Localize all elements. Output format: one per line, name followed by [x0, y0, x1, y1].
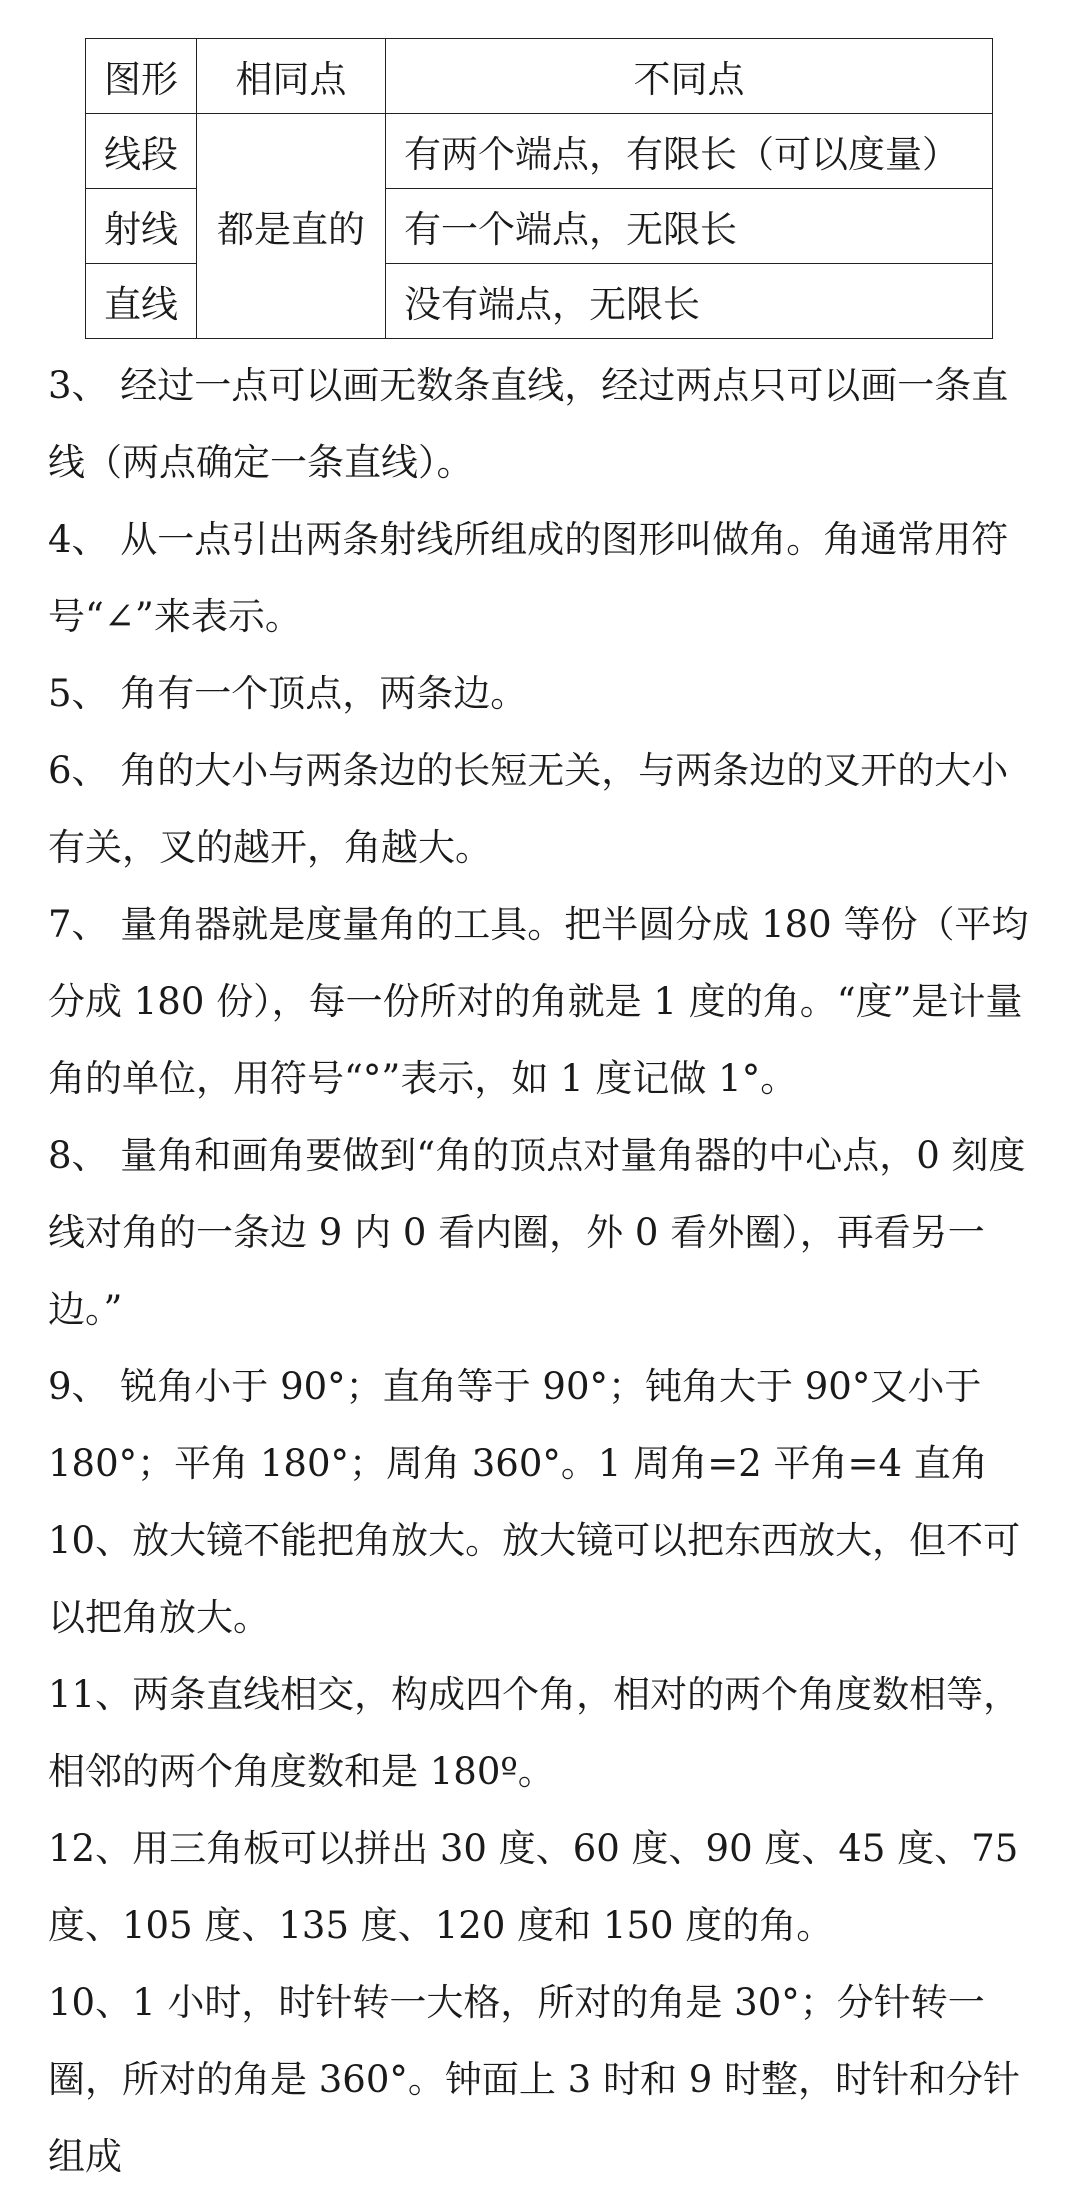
list-item: [48, 1656, 1038, 1810]
list-item: [48, 347, 1038, 501]
item-number: 12、: [48, 1827, 133, 1870]
item-text: 用三角板可以拼出 30 度、60 度、90 度、45 度、75 度、105 度、135 度、120 度和 150 度的角。: [48, 1827, 1019, 1947]
header-diff: 不同点: [386, 39, 993, 114]
list-item: [48, 1502, 1038, 1656]
item-number: 10、: [48, 1519, 133, 1562]
list-item: [48, 732, 1038, 886]
table-header-row: [86, 39, 993, 114]
item-text: 放大镜不能把角放大。放大镜可以把东西放大，但不可以把角放大。: [48, 1519, 1021, 1639]
header-same: 相同点: [197, 39, 386, 114]
row-diff: 没有端点，无限长: [386, 264, 993, 339]
row-shape: 线段: [86, 114, 197, 189]
item-number: 10、: [48, 1981, 133, 2024]
item-text: 锐角小于 90°；直角等于 90°；钝角大于 90°又小于 180°；平角 180°；周角 360°。1 周角=2 平角=4 直角: [48, 1365, 988, 1485]
list-item: [48, 1964, 1038, 2195]
list-item: [48, 655, 1038, 732]
list-item: [48, 1117, 1038, 1348]
item-number: 11、: [48, 1673, 133, 1716]
list-item: [48, 501, 1038, 655]
item-text: 经过一点可以画无数条直线，经过两点只可以画一条直线（两点确定一条直线）。: [48, 364, 1009, 484]
list-item: [48, 886, 1038, 1117]
header-shape: 图形: [86, 39, 197, 114]
row-diff: 有两个端点，有限长（可以度量）: [386, 114, 993, 189]
item-text: 角有一个顶点，两条边。: [108, 672, 528, 715]
item-text: 量角和画角要做到“角的顶点对量角器的中心点，0 刻度线对角的一条边 9 内 0 看内圈，外 0 看外圈），再看另一边。”: [48, 1134, 1026, 1331]
item-text: 量角器就是度量角的工具。把半圆分成 180 等份（平均分成 180 份），每一份所对的角就是 1 度的角。“度”是计量角的单位，用符号“°”表示，如 1 度记做 1°。: [48, 903, 1029, 1100]
shared-same-cell: 都是直的: [197, 114, 386, 339]
list-item: [48, 1348, 1038, 1502]
row-diff: 有一个端点，无限长: [386, 189, 993, 264]
item-number: 8、: [48, 1134, 109, 1177]
list-item: [48, 1810, 1038, 1964]
item-number: 9、: [48, 1365, 109, 1408]
item-text: 两条直线相交，构成四个角，相对的两个角度数相等，相邻的两个角度数和是 180º。: [48, 1673, 1021, 1793]
item-number: 4、: [48, 518, 109, 561]
row-shape: 直线: [86, 264, 197, 339]
row-shape: 射线: [86, 189, 197, 264]
numbered-list: [48, 347, 1038, 2195]
table-row: [86, 114, 993, 189]
item-text: 1 小时，时针转一大格，所对的角是 30°；分针转一圈，所对的角是 360°。钟面上 3 时和 9 时整，时针和分针组成: [48, 1981, 1021, 2178]
item-text: 角的大小与两条边的长短无关，与两条边的叉开的大小有关，叉的越开，角越大。: [48, 749, 1009, 869]
item-number: 5、: [48, 672, 109, 715]
comparison-table: [85, 38, 993, 339]
item-text: 从一点引出两条射线所组成的图形叫做角。角通常用符号“∠”来表示。: [48, 518, 1009, 638]
item-number: 7、: [48, 903, 109, 946]
item-number: 3、: [48, 364, 109, 407]
item-number: 6、: [48, 749, 109, 792]
